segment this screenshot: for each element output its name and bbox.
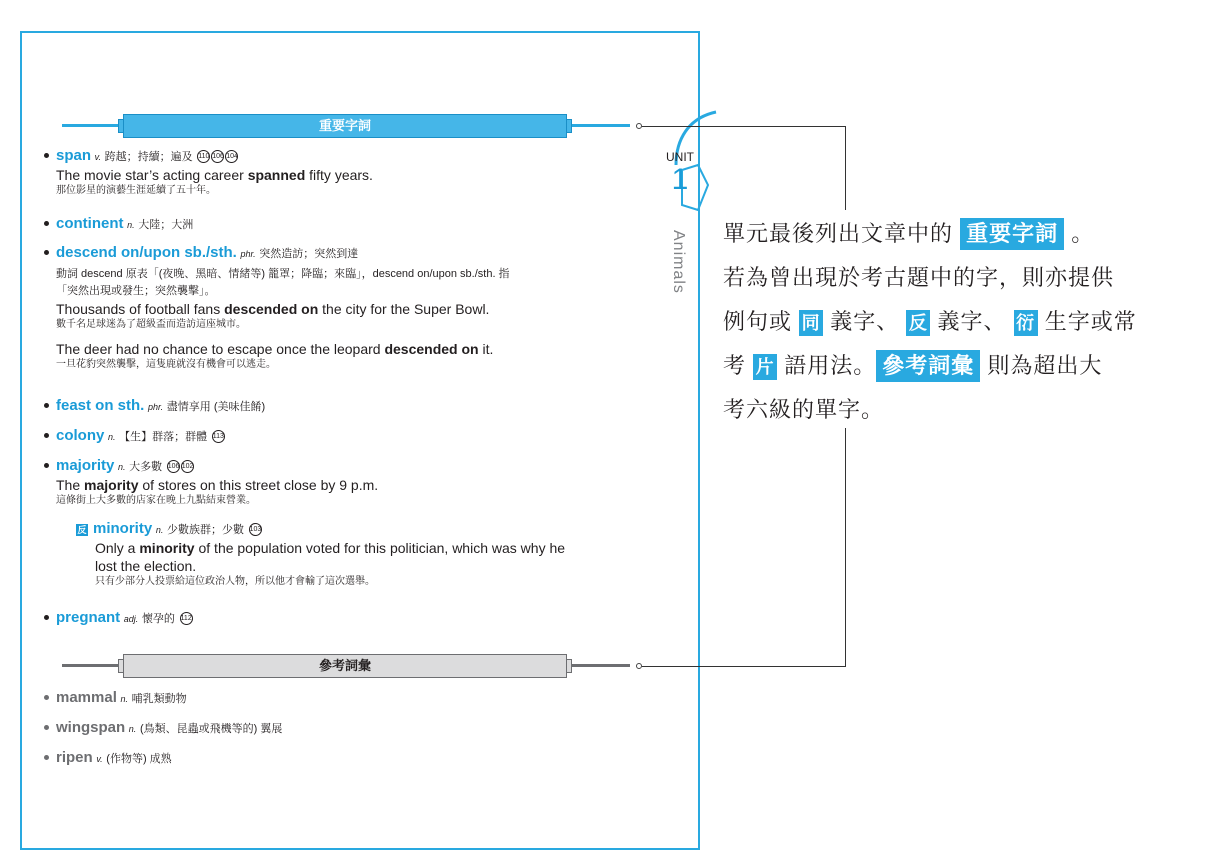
definition: 【生】群落；群體: [119, 431, 208, 443]
exam-year-badge: 106: [167, 460, 180, 473]
exam-year-badge: 110: [197, 150, 210, 163]
reference-entry-wingspan: [56, 719, 616, 738]
example-translation: 一旦花豹突然襲擊，這隻鹿就沒有機會可以逃走。: [56, 359, 276, 370]
definition: (作物等) 成熟: [106, 753, 172, 765]
exam-year-badge: 106: [211, 150, 224, 163]
callout-line-bottom-horizontal: [642, 666, 846, 667]
headword: feast on sth.: [56, 397, 145, 414]
headword: span: [56, 147, 92, 164]
headword: descend on/upon sb./sth.: [56, 244, 237, 261]
bullet-icon: [44, 463, 49, 468]
explanation-line: 單元最後列出文章中的 重要字詞 。: [723, 212, 1183, 256]
example-sentence: Thousands of football fans descended on the city for the Super Bowl.: [56, 301, 490, 317]
explanation-line: 考六級的單字。: [723, 397, 885, 422]
part-of-speech: phr.: [240, 249, 256, 259]
headword: majority: [56, 457, 115, 474]
definition: (鳥類、昆蟲或飛機等的) 翼展: [139, 723, 283, 735]
reference-words-header: 參考詞彙: [123, 654, 567, 678]
exam-year-badge: 102: [181, 460, 194, 473]
definition: 突然造訪；突然到達: [259, 248, 359, 260]
bullet-icon: [44, 433, 49, 438]
bullet-icon: [44, 403, 49, 408]
phrase-tag: 片: [753, 354, 777, 380]
entry-pregnant: [56, 609, 616, 628]
exam-year-badge: 104: [225, 150, 238, 163]
callout-line-bottom-vertical: [845, 428, 846, 667]
important-words-header: 重要字詞: [123, 114, 567, 138]
entry-majority: [56, 457, 616, 507]
entry-span: [56, 147, 616, 197]
part-of-speech: n.: [117, 462, 126, 472]
headword: minority: [93, 520, 153, 537]
unit-number: 1: [671, 163, 689, 196]
bullet-icon: [44, 725, 49, 730]
headword: continent: [56, 215, 124, 232]
exam-year-badge: 112: [180, 612, 193, 625]
part-of-speech: n.: [107, 432, 116, 442]
explanation-line: 考 片 語用法。 參考詞彙 則為超出大: [723, 344, 1183, 388]
unit-topic: Animals: [670, 230, 687, 294]
reference-entry-mammal: [56, 689, 616, 708]
definition: 大陸；大洲: [138, 219, 194, 231]
part-of-speech: phr.: [147, 402, 164, 412]
definition: 少數族群；少數: [166, 524, 244, 536]
bullet-icon: [44, 615, 49, 620]
example-sentence: The movie star’s acting career spanned fifty years.: [56, 167, 373, 183]
definition: 大多數: [129, 461, 163, 473]
definition: 盡情享用 (美味佳餚): [166, 401, 266, 413]
explanation-text: [723, 212, 1183, 432]
exam-year-badge: 113: [212, 430, 225, 443]
antonym-tag: 反: [906, 310, 930, 336]
headword: ripen: [56, 749, 93, 766]
example-translation: 數千名足球迷為了超級盃而造訪這座城市。: [56, 319, 246, 330]
entry-feast-on: [56, 397, 616, 416]
usage-note: 「突然出現或發生；突然襲擊」。: [56, 285, 216, 297]
example-sentence: Only a minority of the population voted for this politician, which was why he: [95, 540, 566, 556]
part-of-speech: n.: [155, 525, 164, 535]
derivative-tag: 衍: [1014, 310, 1038, 336]
exam-year-badge: 103: [249, 523, 262, 536]
headword: mammal: [56, 689, 117, 706]
part-of-speech: n.: [128, 724, 137, 734]
highlight-reference-words: 參考詞彙: [876, 350, 980, 382]
headword: colony: [56, 427, 105, 444]
bullet-icon: [44, 153, 49, 158]
unit-label: UNIT: [666, 150, 694, 164]
definition: 懷孕的: [141, 613, 175, 625]
definition: 跨越；持續；遍及: [104, 151, 193, 163]
explanation-line: 例句或 同 義字、 反 義字、 衍 生字或常: [723, 309, 1137, 334]
antonym-minority: [76, 520, 616, 588]
part-of-speech: adj.: [123, 614, 139, 624]
synonym-tag: 同: [799, 310, 823, 336]
example-sentence: The deer had no chance to escape once the leopard descended on it.: [56, 341, 494, 357]
headword: wingspan: [56, 719, 126, 736]
reference-entry-ripen: [56, 749, 616, 768]
example-translation: 只有少部分人投票給這位政治人物，所以他才會輸了這次選舉。: [95, 576, 375, 587]
part-of-speech: v.: [94, 152, 101, 162]
entry-descend: [56, 244, 616, 371]
part-of-speech: n.: [120, 694, 129, 704]
example-sentence: The majority of stores on this street close by 9 p.m.: [56, 477, 379, 493]
unit-tab: [660, 150, 700, 196]
example-translation: 那位影星的演藝生涯延續了五十年。: [56, 185, 216, 196]
antonym-tag: 反: [77, 524, 87, 535]
bullet-icon: [44, 250, 49, 255]
bullet-icon: [44, 755, 49, 760]
example-translation: 這條街上大多數的店家在晚上九點結束營業。: [56, 495, 256, 506]
callout-line-top-vertical: [845, 126, 846, 210]
bullet-icon: [44, 221, 49, 226]
part-of-speech: n.: [127, 220, 135, 230]
callout-line-top-horizontal: [642, 126, 846, 127]
usage-note: 動詞 descend 原表「(夜晚、黑暗、情緒等) 籠罩；降臨；來臨」，descend on/upon sb./sth. 指: [56, 268, 510, 280]
headword: pregnant: [56, 609, 121, 626]
part-of-speech: v.: [96, 754, 103, 764]
example-sentence-continued: lost the election.: [95, 558, 197, 574]
explanation-line: 若為曾出現於考古題中的字，則亦提供: [723, 265, 1115, 290]
entry-colony: [56, 427, 616, 446]
definition: 哺乳類動物: [131, 693, 187, 705]
bullet-icon: [44, 695, 49, 700]
entry-continent: [56, 215, 616, 234]
highlight-important-words: 重要字詞: [960, 218, 1064, 250]
